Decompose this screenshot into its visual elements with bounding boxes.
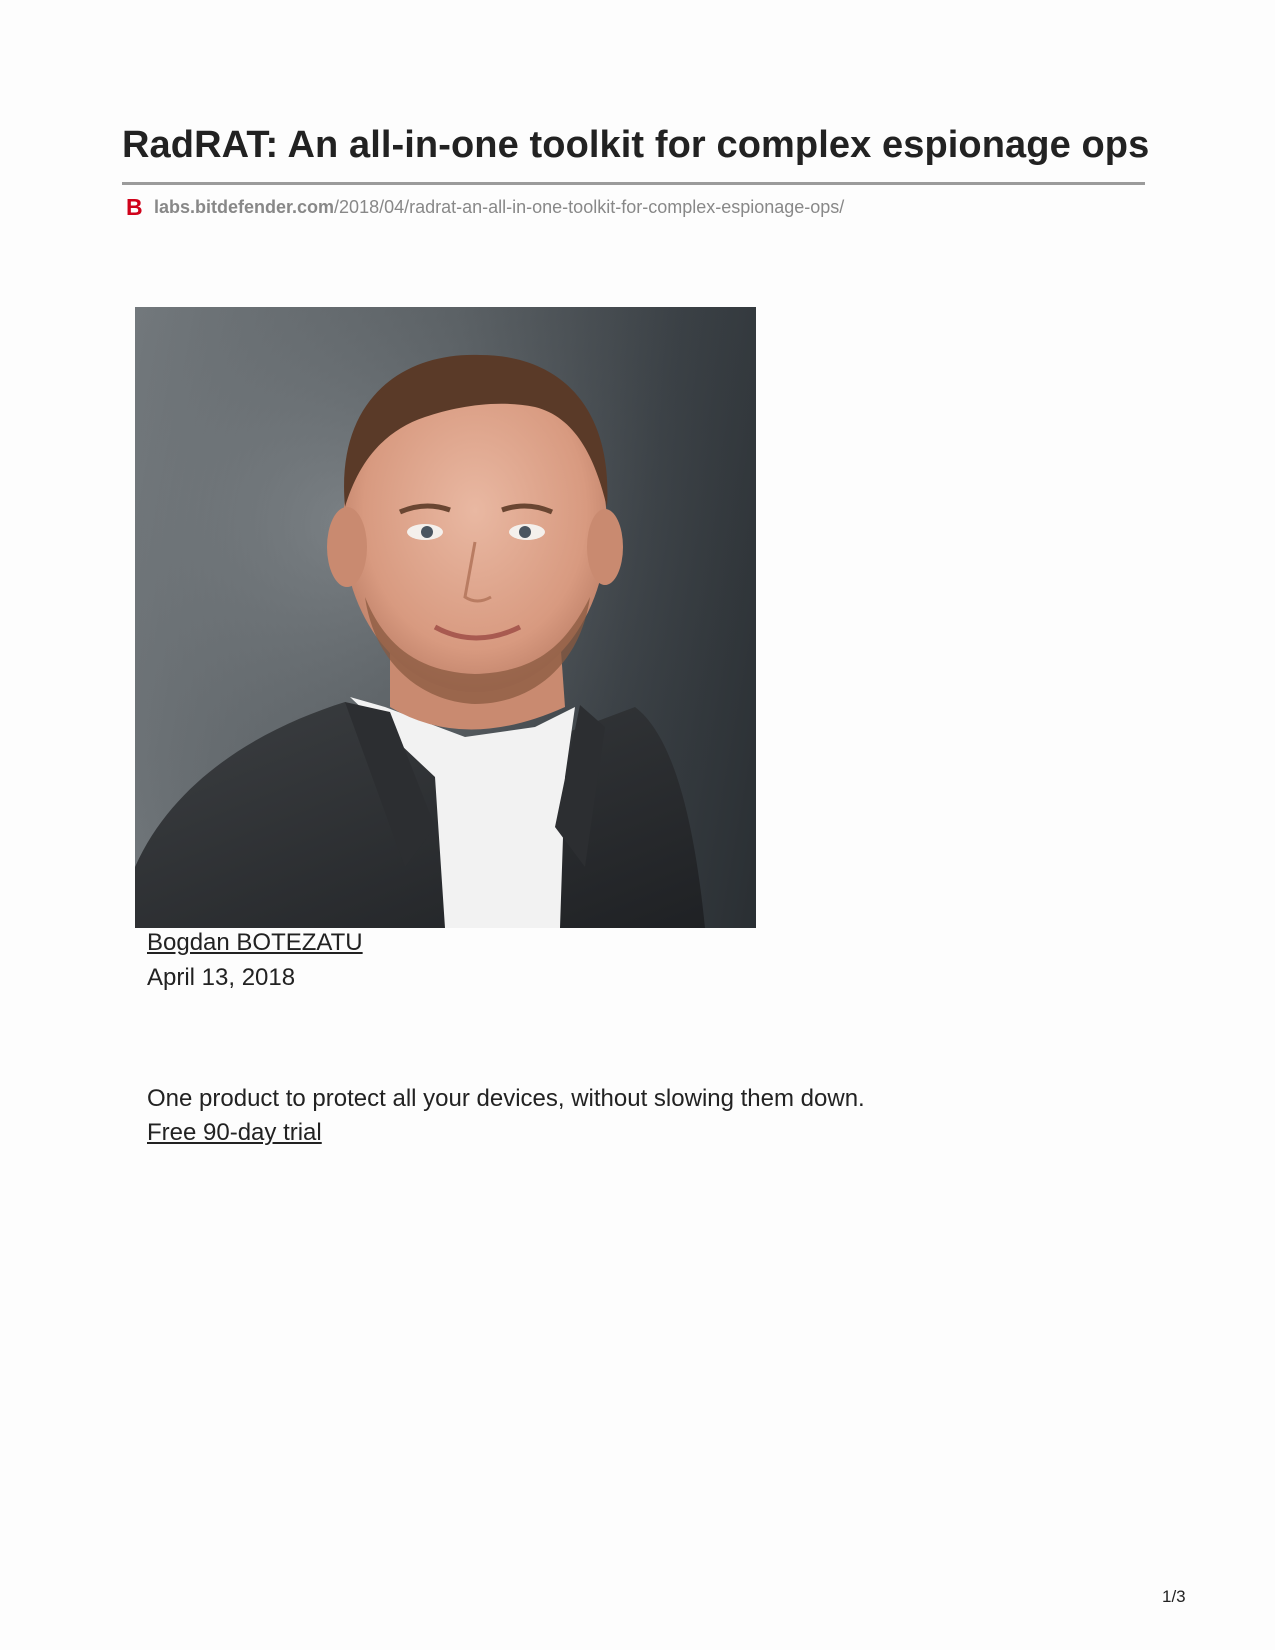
author-photo: [135, 307, 756, 928]
page-number: 1/3: [1162, 1587, 1186, 1606]
source-url[interactable]: [126, 194, 844, 220]
bitdefender-favicon-icon: B: [126, 194, 143, 220]
article-title: RadRAT: An all-in-one toolkit for complex espionage ops: [122, 124, 1150, 166]
promo-text: One product to protect all your devices, without slowing them down.: [147, 1085, 865, 1112]
publish-date: April 13, 2018: [147, 964, 296, 991]
author-link[interactable]: Bogdan BOTEZATU: [147, 929, 363, 956]
source-url-path[interactable]: /2018/04/radrat-an-all-in-one-toolkit-for-complex-espionage-ops/: [334, 196, 845, 217]
source-url-domain[interactable]: labs.bitdefender.com: [154, 196, 335, 217]
free-trial-link[interactable]: Free 90-day trial: [147, 1119, 322, 1146]
title-divider: [122, 182, 1145, 185]
